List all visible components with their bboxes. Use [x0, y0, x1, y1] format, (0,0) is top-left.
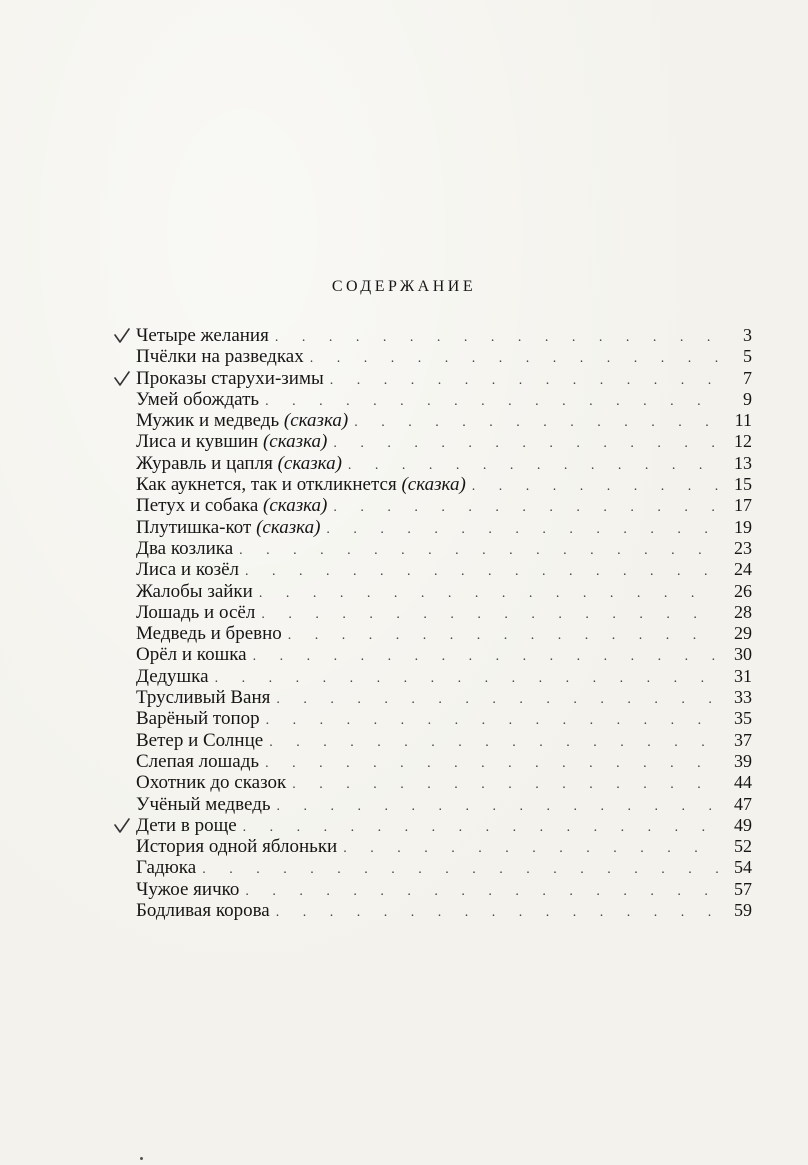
toc-entry-title-text: Как аукнется, так и откликнется: [136, 474, 397, 496]
toc-entry-page-number: 15: [734, 474, 752, 495]
toc-entry-page-number: 3: [743, 325, 752, 345]
dot-leader: [310, 348, 718, 369]
dot-leader: [243, 817, 718, 838]
toc-entry-title: [136, 815, 243, 836]
toc-entry-page-number: 17: [734, 495, 752, 516]
toc-entry-page-number: 59: [734, 900, 752, 921]
toc-entry-page-number: 29: [734, 623, 752, 644]
toc-entry: [136, 389, 752, 410]
toc-entry: [136, 538, 752, 559]
toc-entry-title: [136, 857, 202, 878]
toc-entry: [136, 644, 752, 665]
toc-entry: [136, 559, 752, 580]
toc-entry: [136, 730, 752, 751]
dot-leader: [292, 774, 718, 795]
toc-entry: [136, 857, 752, 878]
toc-entry-title: [136, 900, 276, 921]
toc-entry-title-text: Пчёлки на разведках: [136, 346, 304, 368]
dot-leader: [288, 625, 718, 646]
toc-entry: [136, 687, 752, 708]
toc-entry: [136, 602, 752, 623]
dot-leader: [269, 732, 718, 753]
toc-entry: [136, 474, 752, 495]
check-mark-icon: [112, 326, 132, 346]
toc-entry-title: [136, 772, 292, 793]
toc-entry-title-text: Лиса и кувшин: [136, 431, 259, 453]
toc-entry-page-number: 37: [734, 729, 752, 750]
toc-entry-title: [136, 346, 310, 367]
toc-entry-title-text: Журавль и цапля: [136, 452, 273, 474]
dot-leader: [277, 796, 718, 817]
dot-leader: [239, 540, 718, 561]
check-mark-icon: [112, 369, 132, 389]
toc-entry-note: (сказка): [262, 431, 328, 453]
toc-entry-page-number: 39: [734, 750, 752, 771]
toc-entry-title: [136, 666, 215, 687]
toc-entry: [136, 879, 752, 900]
toc-entry-page-number: 19: [734, 516, 752, 537]
toc-entry-page-number: 52: [734, 836, 752, 857]
toc-entry-title-text: Лошадь и осёл: [136, 601, 256, 623]
toc-entry: [136, 410, 752, 431]
toc-entry-title: [136, 687, 276, 708]
toc-entry-page-number: 57: [734, 878, 752, 899]
toc-entry-note: (сказка): [283, 410, 349, 432]
toc-entry-page-number: 47: [734, 793, 752, 814]
toc-entry-page-number: 31: [734, 665, 752, 686]
toc-entry-title-text: Гадюка: [136, 857, 197, 879]
dot-leader: [245, 561, 718, 582]
dot-leader: [326, 519, 718, 540]
toc-entry-title-text: Проказы старухи-зимы: [136, 367, 324, 389]
toc-entry-title: [136, 879, 245, 900]
toc-entry-page-number: 30: [734, 644, 752, 665]
toc-entry: [136, 325, 752, 346]
toc-entry-title-text: Чужое яичко: [136, 878, 240, 900]
dot-leader: [472, 476, 718, 497]
toc-entry-title-text: Плутишка-кот: [136, 516, 252, 538]
toc-entry-title: [136, 453, 348, 474]
dot-leader: [265, 391, 718, 412]
toc-entry-title-text: Слепая лошадь: [136, 750, 260, 772]
toc-entry: [136, 772, 752, 793]
toc-entry-page-number: 13: [734, 452, 752, 473]
dot-leader: [245, 881, 718, 902]
toc-entry-title-text: Ветер и Солнце: [136, 729, 264, 751]
dot-leader: [330, 370, 718, 391]
toc-entry-title-text: Мужик и медведь: [136, 410, 280, 432]
dot-leader: [215, 668, 718, 689]
dot-leader: [265, 753, 718, 774]
toc-entry-title: [136, 368, 330, 389]
dot-leader: [253, 646, 718, 667]
dot-leader: [354, 412, 718, 433]
toc-entry-title-text: Четыре желания: [136, 325, 269, 346]
toc-entry-title: [136, 410, 354, 431]
toc-entry-title-text: Трусливый Ваня: [136, 687, 271, 709]
paper-speck: [140, 1157, 143, 1160]
toc-entry-title-text: Дети в роще: [136, 814, 237, 836]
toc-entry-page-number: 23: [734, 537, 752, 558]
toc-entry-title: [136, 623, 288, 644]
toc-entry-title: [136, 644, 253, 665]
toc-entry-page-number: 33: [734, 687, 752, 708]
toc-entry-page-number: 24: [734, 559, 752, 580]
toc-entry-title-text: Два козлика: [136, 537, 234, 559]
toc-entry: [136, 431, 752, 452]
dot-leader: [343, 838, 718, 859]
toc-entry-title-text: Охотник до сказок: [136, 772, 287, 794]
toc-entry: [136, 794, 752, 815]
toc-entry: [136, 666, 752, 687]
toc-entry-title: [136, 389, 265, 410]
dot-leader: [276, 689, 718, 710]
toc-entry-title-text: Жалобы зайки: [136, 580, 253, 602]
dot-leader: [275, 327, 718, 348]
dot-leader: [259, 583, 718, 604]
toc-entry-title-text: Орёл и кошка: [136, 644, 247, 666]
toc-entry-page-number: 35: [734, 708, 752, 729]
dot-leader: [202, 859, 718, 880]
toc-entry-note: (сказка): [263, 495, 328, 517]
toc-entry-title: [136, 495, 333, 516]
toc-entry-title-text: Медведь и бревно: [136, 623, 282, 645]
toc-entry: [136, 751, 752, 772]
toc-entry-page-number: 12: [734, 431, 752, 452]
toc-entry-page-number: 44: [734, 772, 752, 793]
dot-leader: [276, 902, 718, 923]
toc-entry-page-number: 5: [743, 346, 752, 367]
toc-entry-title: [136, 517, 326, 538]
toc-entry-note: (сказка): [277, 452, 342, 474]
dot-leader: [261, 604, 718, 625]
toc-entry-title-text: История одной яблоньки: [136, 836, 338, 858]
toc-entry: [136, 368, 752, 389]
dot-leader: [266, 710, 718, 731]
check-mark-icon: [112, 816, 132, 836]
toc-entry-title-text: Варёный топор: [136, 708, 260, 730]
toc-entry-note: (сказка): [256, 516, 321, 538]
toc-entry-page-number: 26: [734, 580, 752, 601]
toc-entry-title: [136, 559, 245, 580]
toc-entry-title: [136, 751, 265, 772]
toc-entry-page-number: 11: [734, 410, 752, 431]
toc-entry-title: [136, 794, 277, 815]
toc-entry-title: [136, 581, 259, 602]
toc-entry-title-text: Лиса и козёл: [136, 559, 240, 581]
toc-entry: [136, 900, 752, 921]
toc-entry-title: [136, 836, 343, 857]
toc-entry-title-text: Дедушка: [136, 665, 209, 687]
table-of-contents-list: [136, 325, 752, 921]
toc-entry-note: (сказка): [401, 474, 466, 496]
toc-entry-page-number: 54: [734, 857, 752, 878]
dot-leader: [333, 433, 718, 454]
toc-entry-title: [136, 730, 269, 751]
toc-entry: [136, 517, 752, 538]
toc-entry-page-number: 7: [743, 367, 752, 388]
toc-entry-title: [136, 474, 472, 495]
toc-entry-page-number: 9: [743, 388, 752, 409]
toc-entry: [136, 623, 752, 644]
toc-entry: [136, 581, 752, 602]
toc-entry-title-text: Умей обождать: [136, 388, 260, 410]
toc-entry-title: [136, 602, 261, 623]
dot-leader: [348, 455, 718, 476]
toc-entry-title-text: Бодливая корова: [136, 900, 270, 922]
toc-entry-title: [136, 431, 333, 452]
toc-entry-page-number: 49: [734, 814, 752, 835]
toc-entry: [136, 346, 752, 367]
toc-entry-title: [136, 708, 266, 729]
dot-leader: [333, 497, 718, 518]
toc-entry-title-text: Учёный медведь: [136, 793, 271, 815]
toc-entry-page-number: 28: [734, 601, 752, 622]
toc-entry: [136, 708, 752, 729]
table-of-contents-heading: СОДЕРЖАНИЕ: [331, 278, 477, 295]
toc-entry: [136, 836, 752, 857]
toc-entry-title: [136, 538, 239, 559]
toc-entry: [136, 495, 752, 516]
toc-entry: [136, 453, 752, 474]
toc-entry-title-text: Петух и собака: [136, 495, 259, 517]
toc-entry: [136, 815, 752, 836]
toc-entry-title: [136, 325, 275, 346]
